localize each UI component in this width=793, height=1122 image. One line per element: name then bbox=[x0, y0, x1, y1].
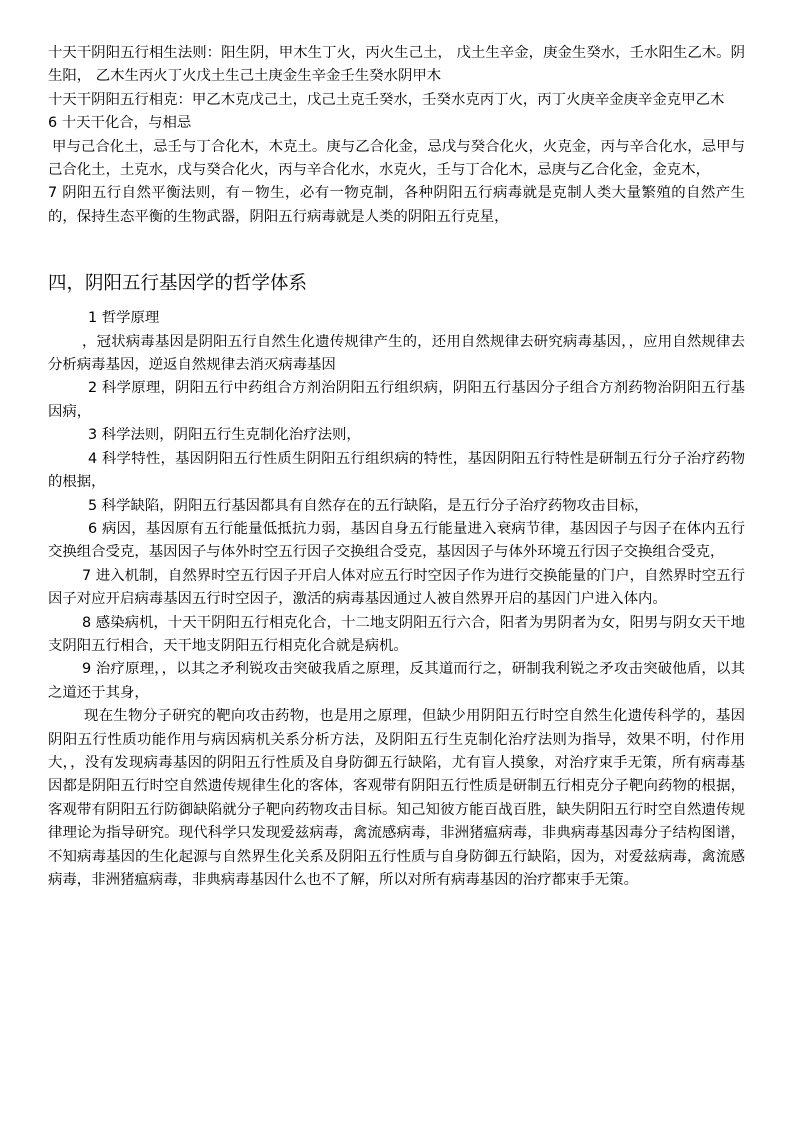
paragraph-coronavirus-gene: ，冠状病毒基因是阴阳五行自然生化遗传规律产生的，还用自然规律去研究病毒基因，，应用自然规律去分析病毒基因，逆返自然规律去消灭病毒基因 bbox=[48, 333, 745, 374]
paragraph-mutual-restriction: 十天干阴阳五行相克：甲乙木克戊己土，戊己土克壬癸水，壬癸水克丙丁火，丙丁火庚辛金庚辛金克甲乙木 bbox=[48, 91, 725, 108]
paragraph-mutual-generation: 十天干阴阳五行相生法则：阳生阴，甲木生丁火，丙火生己土， 戊土生辛金，庚金生癸水，壬水阳生乙木。阴生阳， 乙木生丙火丁火戊土生己土庚金生辛金壬生癸水阴甲木 bbox=[48, 45, 745, 85]
paragraph-targeted-drugs: 现在生物分子研究的靶向攻击药物，也是用之原理，但缺少用阴阳五行时空自然生化遗传科学的，基因阴阳五行性质功能作用与病因病机关系分析方法，及阴阳五行生克制化治疗法则为指导，效果不明，付作用大，，没有发现病毒基因的阴阳五行性质及自身防御五行缺陷，尤有盲人摸象，对治疗束手无策，所有病毒基因都是阴阳五行时空自然遗传规律生化的客体，客观带有阴阳五行性质是研制五行相克分子靶向药物的根据，客观带有阴阳五行防御缺陷就分子靶向药物攻击目标。知己知彼方能百战百胜，缺失阴阳五行时空自然遗传规律理论为指导研究。现代科学只发现爱兹病毒，禽流感病毒，非洲猪瘟病毒，非典病毒基因毒分子结构图谱，不知病毒基因的生化起源与自然界生化关系及阴阳五行性质与自身防御五行缺陷，因为，对爱兹病毒，禽流感病毒，非洲猪瘟病毒，非典病毒基因什么也不了解，所以对所有病毒基因的治疗都束手无策。 bbox=[48, 708, 745, 888]
paragraph-natural-balance: 7 阴阳五行自然平衡法则，有－物生，必有一物克制，各种阴阳五行病毒就是克制人类大量繁殖的自然产生的，保持生态平衡的生物武器，阴阳五行病毒就是人类的阴阳五行克星， bbox=[48, 185, 745, 225]
paragraph-cause: 6 病因，基因原有五行能量低抵抗力弱，基因自身五行能量进入衰病节律，基因因子与因子在体内五行交换组合受克，基因因子与体外时空五行因子交换组合受克，基因因子与体外环境五行因子交换组合受克， bbox=[48, 520, 745, 561]
paragraph-heavenly-stems-combination: 甲与己合化土，忌壬与丁合化木，木克土。庚与乙合化金，忌戊与癸合化火，火克金，丙与辛合化水，忌甲与己合化土，土克水，戊与癸合化火，丙与辛合化水，水克火，壬与丁合化木，忌庚与乙合化金，金克木， bbox=[48, 138, 745, 179]
paragraph-scientific-rule: 3 科学法则，阴阳五行生克制化治疗法则， bbox=[88, 427, 361, 444]
paragraph-scientific-defect: 5 科学缺陷，阴阳五行基因都具有自然存在的五行缺陷，是五行分子治疗药物攻击目标， bbox=[88, 497, 649, 514]
paragraph-entry-mechanism: 7 进入机制，自然界时空五行因子开启人体对应五行时空因子作为进行交换能量的门户，自然界时空五行因子对应开启病毒基因五行时空因子，激活的病毒基因通过人被自然界开启的基因门户进入体内。 bbox=[48, 567, 745, 608]
document-page bbox=[48, 42, 745, 892]
section-heading: 四，阴阳五行基因学的哲学体系 bbox=[48, 273, 308, 295]
paragraph-treatment-principle: 9 治疗原理，，以其之矛利锐攻击突破我盾之原理，反其道而行之，研制我利锐之矛攻击突破他盾，以其之道还于其身， bbox=[48, 661, 745, 701]
paragraph-philosophy-principle: 1 哲学原理 bbox=[88, 310, 160, 327]
paragraph-heavenly-stems-combination-title: 6 十天干化合，与相忌 bbox=[48, 115, 192, 132]
paragraph-scientific-property: 4 科学特性，基因阴阳五行性质生阴阳五行组织病的特性，基因阴阳五行特性是研制五行分子治疗药物的根据， bbox=[48, 450, 745, 491]
paragraph-infection-mechanism: 8 感染病机，十天干阴阳五行相克化合，十二地支阴阳五行六合，阳者为男阴者为女，阳男与阴女天干地支阴阳五行相合，天干地支阴阳五行相克化合就是病机。 bbox=[48, 614, 745, 654]
paragraph-scientific-principle: 2 科学原理，阴阳五行中药组合方剂治阴阳五行组织病，阴阳五行基因分子组合方剂药物治阴阳五行基因病， bbox=[48, 380, 745, 420]
